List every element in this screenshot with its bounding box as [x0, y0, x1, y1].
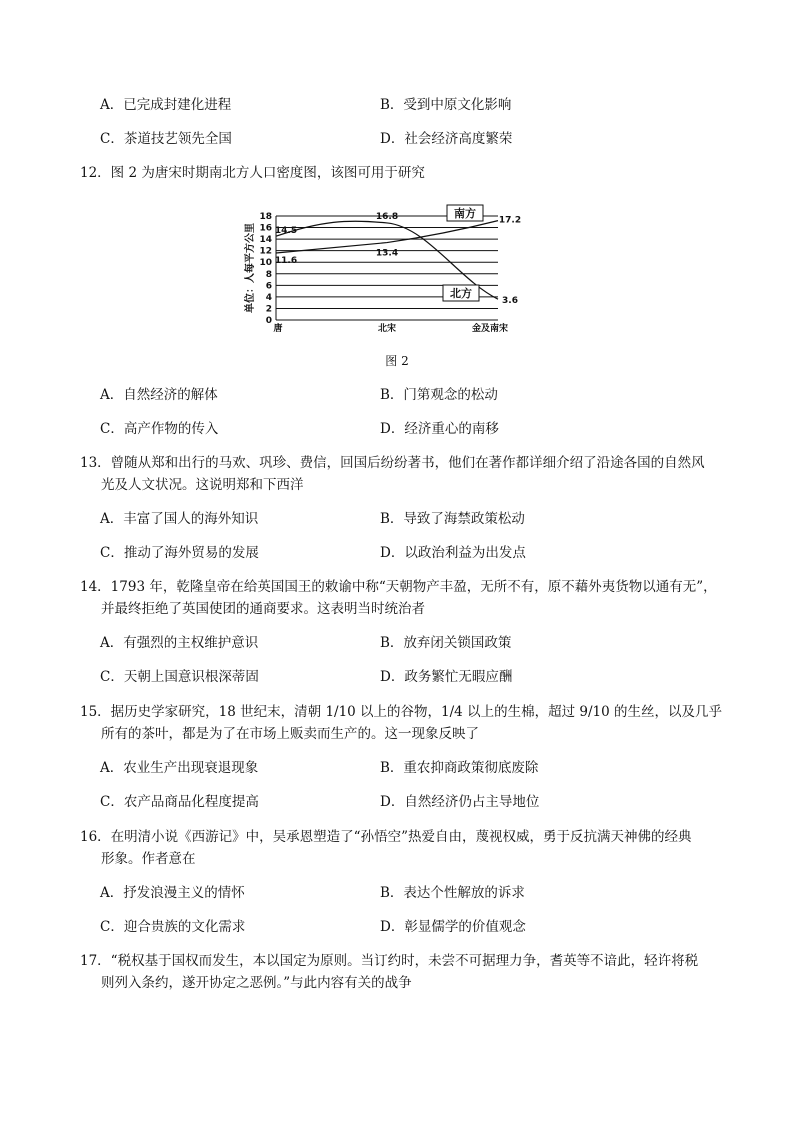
option-text: 推动了海外贸易的发展: [123, 545, 259, 561]
q11-option-c: [100, 130, 232, 148]
option-text: 政务繁忙无暇应酬: [404, 669, 513, 685]
q12-option-b: [380, 386, 498, 404]
option-letter: D．: [380, 545, 405, 561]
option-letter: B．: [380, 511, 404, 527]
option-text: 天朝上国意识根深蒂固: [123, 669, 259, 685]
y-tick-label: 16: [259, 223, 272, 234]
option-text: 抒发浪漫主义的情怀: [123, 885, 245, 901]
option-letter: C．: [100, 919, 124, 935]
y-tick-label: 10: [259, 258, 272, 269]
option-letter: C．: [100, 545, 124, 561]
data-label: 3.6: [502, 296, 518, 307]
y-tick-label: 6: [265, 281, 272, 292]
q15-option-d: [380, 793, 539, 811]
q17-stem-line-1: 17．“税权基于国权而发生，本以国定为原则。当订约时，未尝不可据理力争，耆英等不谙此，轻许将税: [80, 953, 699, 969]
option-text: 自然经济仍占主导地位: [404, 794, 540, 810]
option-letter: B．: [380, 760, 404, 776]
series-legends: [443, 205, 483, 301]
q11-option-d: [380, 130, 512, 148]
option-letter: A．: [100, 885, 124, 901]
q13-option-a: [100, 510, 258, 528]
option-text: 有强烈的主权维护意识: [123, 635, 259, 651]
q11-option-b: [380, 96, 511, 114]
q12-option-a: [100, 386, 218, 404]
option-text: 受到中原文化影响: [403, 97, 512, 113]
q16-option-b: [380, 884, 525, 902]
option-letter: D．: [380, 919, 405, 935]
x-tick-label: 金及南宋: [471, 324, 509, 334]
y-tick-label: 4: [265, 292, 272, 303]
option-letter: C．: [100, 669, 124, 685]
option-letter: D．: [380, 131, 405, 147]
q16-option-a: [100, 884, 245, 902]
q12-option-d: [380, 420, 499, 438]
q11-option-a: [100, 96, 231, 114]
q12-stem: 12．图 2 为唐宋时期南北方人口密度图，该图可用于研究: [80, 165, 425, 181]
option-letter: A．: [100, 387, 124, 403]
data-label: 11.6: [274, 255, 298, 266]
y-axis-label: 单位：人每平方公里: [245, 223, 256, 313]
q15-option-b: [380, 759, 538, 777]
q16-option-d: [380, 918, 526, 936]
q13-stem-line-2: 光及人文状况。这说明郑和下西洋: [101, 477, 304, 493]
x-tick-label: 唐: [273, 324, 283, 334]
option-letter: A．: [100, 635, 124, 651]
option-letter: B．: [380, 97, 404, 113]
option-text: 重农抑商政策彻底废除: [403, 760, 539, 776]
option-letter: A．: [100, 97, 124, 113]
q16-stem-line-2: 形象。作者意在: [101, 851, 196, 867]
y-tick-label: 8: [265, 269, 272, 280]
option-letter: B．: [380, 635, 404, 651]
q17-stem-line-2: 则列入条约，遂开协定之恶例。”与此内容有关的战争: [101, 975, 412, 991]
y-tick-label: 2: [265, 304, 272, 315]
option-text: 以政治利益为出发点: [404, 545, 526, 561]
legend-label: 北方: [450, 287, 472, 300]
legend-label: 南方: [454, 207, 476, 220]
x-tick-labels: [273, 322, 508, 334]
q14-stem-line-1: 14．1793 年，乾隆皇帝在给英国国王的敕谕中称“天朝物产丰盈，无所不有，原不藉外夷货物以通有无”，: [80, 579, 717, 595]
option-text: 表达个性解放的诉求: [403, 885, 525, 901]
option-letter: A．: [100, 511, 124, 527]
option-text: 已完成封建化进程: [123, 97, 232, 113]
data-label: 17.2: [498, 215, 522, 226]
data-label: 13.4: [375, 248, 399, 259]
option-text: 高产作物的传入: [123, 421, 219, 437]
option-letter: D．: [380, 421, 405, 437]
q13-option-d: [380, 544, 526, 562]
data-label: 16.8: [375, 211, 399, 222]
y-tick-label: 14: [259, 235, 272, 246]
q15-stem-line-2: 所有的茶叶，都是为了在市场上贩卖而生产的。这一现象反映了: [101, 726, 479, 742]
y-tick-label: 12: [259, 246, 272, 257]
x-tick-label: 北宋: [377, 324, 397, 334]
option-text: 迎合贵族的文化需求: [123, 919, 246, 935]
q14-option-d: [380, 668, 512, 686]
option-text: 门第观念的松动: [403, 387, 498, 403]
q13-option-c: [100, 544, 259, 562]
option-text: 农产品商品化程度提高: [123, 794, 259, 810]
option-letter: C．: [100, 131, 124, 147]
q14-option-a: [100, 634, 258, 652]
q16-stem-line-1: 16．在明清小说《西游记》中，吴承恩塑造了“孙悟空”热爱自由，蔑视权威，勇于反抗满天神佛的经典: [80, 829, 692, 845]
option-text: 放弃闭关锁国政策: [403, 635, 512, 651]
q15-stem-line-1: 15．据历史学家研究，18 世纪末，清朝 1/10 以上的谷物，1/4 以上的生棉，超过 9/10 的生丝，以及几乎: [80, 704, 722, 720]
option-text: 导致了海禁政策松动: [403, 511, 525, 527]
q13-option-b: [380, 510, 525, 528]
option-text: 经济重心的南移: [404, 421, 499, 437]
option-text: 茶道技艺领先全国: [123, 131, 232, 147]
q13-stem-line-1: 13．曾随从郑和出行的马欢、巩珍、费信，回国后纷纷著书，他们在著作都详细介绍了沿途各国的自然风: [80, 455, 705, 471]
option-letter: B．: [380, 885, 404, 901]
option-letter: D．: [380, 669, 405, 685]
option-letter: C．: [100, 421, 124, 437]
y-tick-label: 0: [265, 316, 272, 326]
option-text: 农业生产出现衰退现象: [123, 760, 259, 776]
q15-option-c: [100, 793, 259, 811]
option-text: 自然经济的解体: [123, 387, 218, 403]
option-letter: B．: [380, 387, 404, 403]
option-letter: A．: [100, 760, 124, 776]
q14-option-b: [380, 634, 511, 652]
option-text: 丰富了国人的海外知识: [123, 511, 259, 527]
y-tick-label: 18: [259, 212, 272, 222]
option-text: 彰显儒学的价值观念: [404, 919, 526, 935]
option-letter: C．: [100, 794, 124, 810]
chart-grid: [276, 216, 498, 320]
q12-option-c: [100, 420, 218, 438]
q14-stem-line-2: 并最终拒绝了英国使团的通商要求。这表明当时统治者: [101, 601, 425, 617]
q15-option-a: [100, 759, 258, 777]
y-tick-labels: [259, 212, 272, 326]
option-letter: D．: [380, 794, 405, 810]
option-text: 社会经济高度繁荣: [404, 131, 513, 147]
figure-caption: 图 2: [385, 354, 409, 368]
q16-option-c: [100, 918, 245, 936]
data-label: 14.5: [274, 226, 298, 237]
population-density-chart: [240, 200, 540, 340]
q14-option-c: [100, 668, 259, 686]
